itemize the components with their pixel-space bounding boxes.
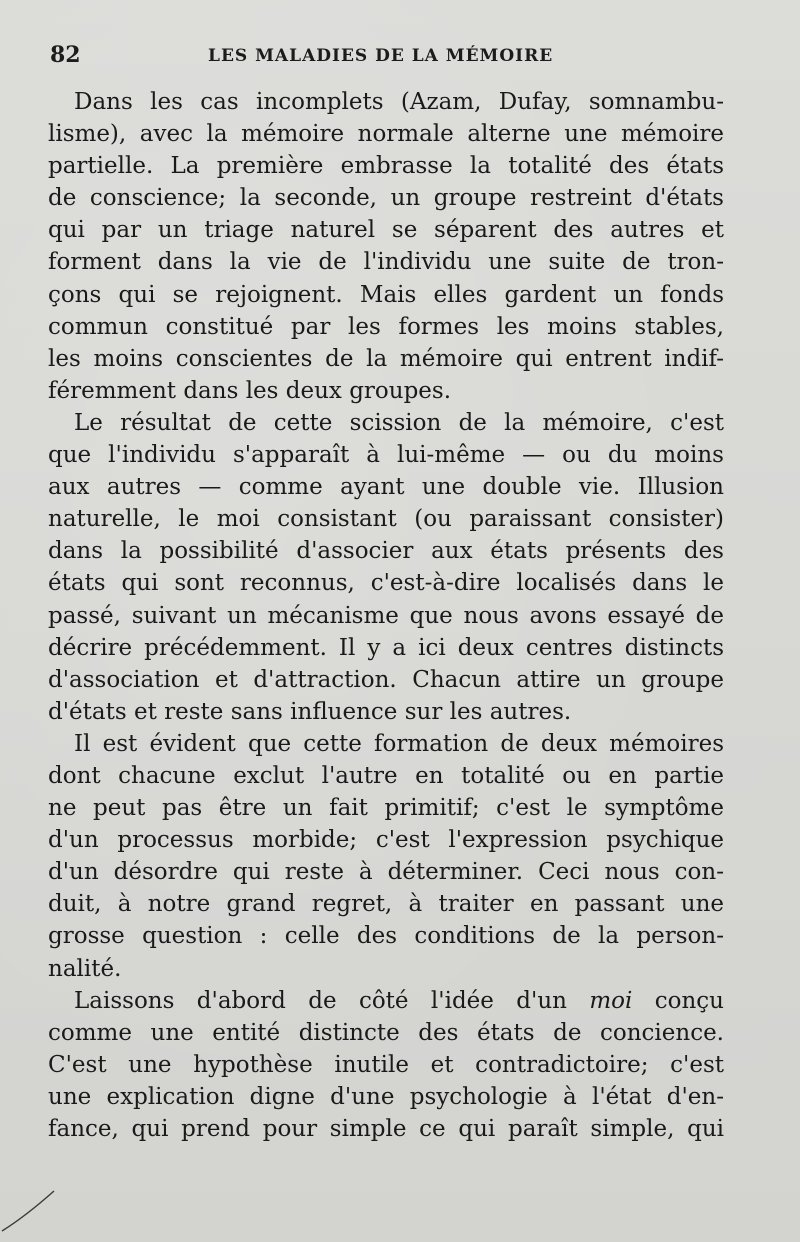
text-line: lisme), avec la mémoire normale alterne une mémoire	[48, 121, 724, 148]
text-line: les moins conscientes de la mémoire qui entrent indif-	[48, 345, 724, 372]
text-line: partielle. La première embrasse la totalité des états	[48, 153, 724, 180]
text-line: commun constitué par les formes les moins stables,	[48, 313, 724, 340]
text-line: dont chacune exclut l'autre en totalité ou en partie	[48, 762, 724, 789]
text-line: grosse question : celle des conditions de la person-	[48, 923, 724, 950]
page-header	[50, 42, 726, 72]
text-line: d'états et reste sans influence sur les autres.	[48, 698, 572, 725]
text-line: décrire précédemment. Il y a ici deux centres distincts	[48, 634, 724, 661]
text-line: forment dans la vie de l'individu une suite de tron-	[48, 249, 724, 276]
text-line: Dans les cas incomplets (Azam, Dufay, somnambu-	[74, 89, 724, 115]
italic-word: moi	[589, 987, 633, 1014]
text-line	[48, 985, 724, 1017]
text-line: dans la possibilité d'associer aux états présents des	[48, 538, 724, 565]
text-line: d'un désordre qui reste à déterminer. Ceci nous con-	[48, 859, 724, 886]
page-number: 82	[50, 42, 81, 68]
text-fragment: Laissons d'abord de côté l'idée d'un	[74, 987, 567, 1014]
text-line: naturelle, le moi consistant (ou paraissant consister)	[48, 506, 724, 533]
pen-mark-icon	[0, 1185, 60, 1235]
text-line: d'un processus morbide; c'est l'expression psychique	[48, 827, 724, 854]
text-line: comme une entité distincte des états de concience.	[48, 1019, 724, 1046]
text-fragment: conçu	[654, 987, 724, 1014]
text-line: de conscience; la seconde, un groupe restreint d'états	[48, 185, 724, 212]
text-line: que l'individu s'apparaît à lui-même — ou du moins	[48, 442, 724, 469]
text-line: ne peut pas être un fait primitif; c'est le symptôme	[48, 795, 724, 822]
text-line: Il est évident que cette formation de deux mémoires	[74, 730, 724, 757]
text-line: çons qui se rejoignent. Mais elles gardent un fonds	[48, 281, 724, 308]
text-line: passé, suivant un mécanisme que nous avons essayé de	[48, 602, 724, 629]
text-line: états qui sont reconnus, c'est-à-dire localisés dans le	[48, 570, 724, 597]
text-line: une explication digne d'une psychologie à l'état d'en-	[48, 1083, 724, 1110]
text-line: fance, qui prend pour simple ce qui paraît simple, qui	[48, 1116, 724, 1142]
text-line: duit, à notre grand regret, à traiter en passant une	[48, 891, 724, 918]
text-line: aux autres — comme ayant une double vie. Illusion	[48, 474, 724, 501]
text-line: qui par un triage naturel se séparent des autres et	[48, 217, 724, 244]
text-line: féremment dans les deux groupes.	[48, 377, 452, 404]
text-line: Le résultat de cette scission de la mémoire, c'est	[74, 409, 724, 436]
text-line: d'association et d'attraction. Chacun attire un groupe	[48, 666, 724, 693]
body-text	[48, 86, 724, 1145]
running-title: LES MALADIES DE LA MÉMOIRE	[208, 46, 554, 66]
text-line: nalité.	[48, 955, 122, 982]
text-line: C'est une hypothèse inutile et contradictoire; c'est	[48, 1051, 724, 1078]
